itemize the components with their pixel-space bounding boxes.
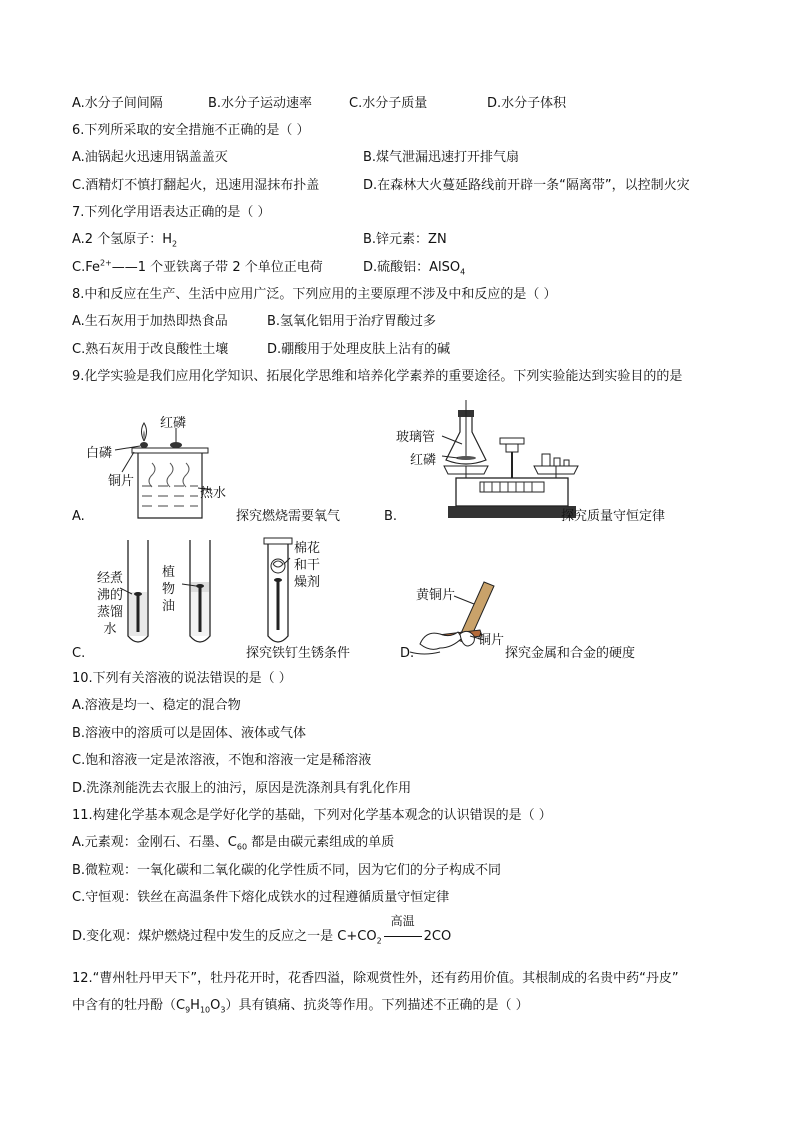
figure-d-label-copper: 铜片 [478,633,505,648]
q5-option-c: C.水分子质量 [349,96,428,111]
figure-a-label-hot-water: 热水 [200,486,227,501]
figure-a-label-copper: 铜片 [108,474,135,489]
q8-option-c: C.熟石灰用于改良酸性土壤 [72,342,229,357]
q9-option-b-caption: 探究质量守恒定律 [561,509,666,524]
q11-option-b: B.微粒观：一氧化碳和二氧化碳的化学性质不同，因为它们的分子构成不同 [72,863,502,878]
q11-option-a: A.元素观：金刚石、石墨、$C_{60}$ 都是由碳元素组成的单质 [72,835,395,852]
q9-stem: 9.化学实验是我们应用化学知识、拓展化学思维和培养化学素养的重要途径。下列实验能达到实验目的的是 [72,369,683,384]
q10-option-a: A.溶液是均一、稳定的混合物 [72,698,241,713]
q9-option-c-letter: C. [72,646,86,661]
figure-d-label-brass: 黄铜片 [416,588,456,603]
reaction-condition: 高温 [382,928,424,946]
figure-b-label-glass-tube: 玻璃管 [396,430,436,445]
q8-option-d: D.硼酸用于处理皮肤上沾有的碱 [267,342,451,357]
q5-option-d: D.水分子体积 [487,96,567,111]
q10-option-b: B.溶液中的溶质可以是固体、液体或气体 [72,726,307,741]
q10-option-d: D.洗涤剂能洗去衣服上的油污，原因是洗涤剂具有乳化作用 [72,781,412,796]
q9-option-a-caption: 探究燃烧需要氧气 [236,509,341,524]
q10-stem: 10.下列有关溶液的说法错误的是（ ） [72,671,292,686]
q11-stem: 11.构建化学基本观念是学好化学的基础，下列对化学基本观念的认识错误的是（ ） [72,808,552,823]
q8-stem: 8.中和反应在生产、生活中应用广泛。下列应用的主要原理不涉及中和反应的是（ ） [72,287,557,302]
figure-b-label-red-phosphorus: 红磷 [410,453,437,468]
figure-c-label-boiled-water: 经煮 沸的 蒸馏 水 [96,571,124,637]
q7-option-b: B.锌元素：ZN [363,232,447,247]
q6-option-d: D.在森林大火蔓延路线前开辟一条“隔离带”，以控制火灾 [363,178,690,193]
q6-stem: 6.下列所采取的安全措施不正确的是（ ） [72,123,310,138]
q5-option-b: B.水分子运动速率 [208,96,313,111]
figure-a-label-red-phosphorus: 红磷 [160,416,187,431]
q6-option-a: A.油锅起火迅速用锅盖盖灭 [72,150,228,165]
q9-option-b-letter: B. [384,509,398,524]
q6-option-c: C.酒精灯不慎打翻起火，迅速用湿抹布扑盖 [72,178,320,193]
figure-c-label-vegetable-oil: 植 物 油 [162,565,176,614]
q12-stem-line2: 中含有的牡丹酚$(C_9H_{10}O_3)$具有镇痛、抗炎等作用。下列描述不正确的是（ ） [72,998,529,1015]
q7-option-c: $C.Fe^{2+}——1$ 个亚铁离子带 2 个单位正电荷 [72,258,323,275]
q9-option-d-caption: 探究金属和合金的硬度 [505,646,636,661]
q7-option-a: A.2 个氢原子：$H_2$ [72,232,178,249]
q8-option-b: B.氢氧化铝用于治疗胃酸过多 [267,314,437,329]
q9-option-d-letter: D. [400,646,415,661]
q12-stem-line1: 12.“曹州牡丹甲天下”，牡丹花开时，花香四溢，除观赏性外，还有药用价值。其根制成的名贵中药“丹皮” [72,971,679,986]
q9-option-a-letter: A. [72,509,85,524]
q11-option-c: C.守恒观：铁丝在高温条件下熔化成铁水的过程遵循质量守恒定律 [72,890,450,905]
figure-c-rust-tubes [72,536,372,656]
q9-option-c-caption: 探究铁钉生锈条件 [246,646,351,661]
q11-option-d: D.变化观：煤炉燃烧过程中发生的反应之一是 $C+CO_2$ 高温 2CO [72,914,452,946]
figure-c-label-cotton-desiccant: 棉花 和干 燥剂 [294,541,321,590]
q6-option-b: B.煤气泄漏迅速打开排气扇 [363,150,520,165]
q10-option-c: C.饱和溶液一定是浓溶液，不饱和溶液一定是稀溶液 [72,753,372,768]
figure-b-balance [384,398,684,526]
q7-option-d: D.硫酸铝：AlSO$_4$ [363,260,466,277]
figure-a-label-white-phosphorus: 白磷 [86,446,113,461]
q7-stem: 7.下列化学用语表达正确的是（ ） [72,205,271,220]
q8-option-a: A.生石灰用于加热即热食品 [72,314,228,329]
q5-option-a: A.水分子间间隔 [72,96,163,111]
